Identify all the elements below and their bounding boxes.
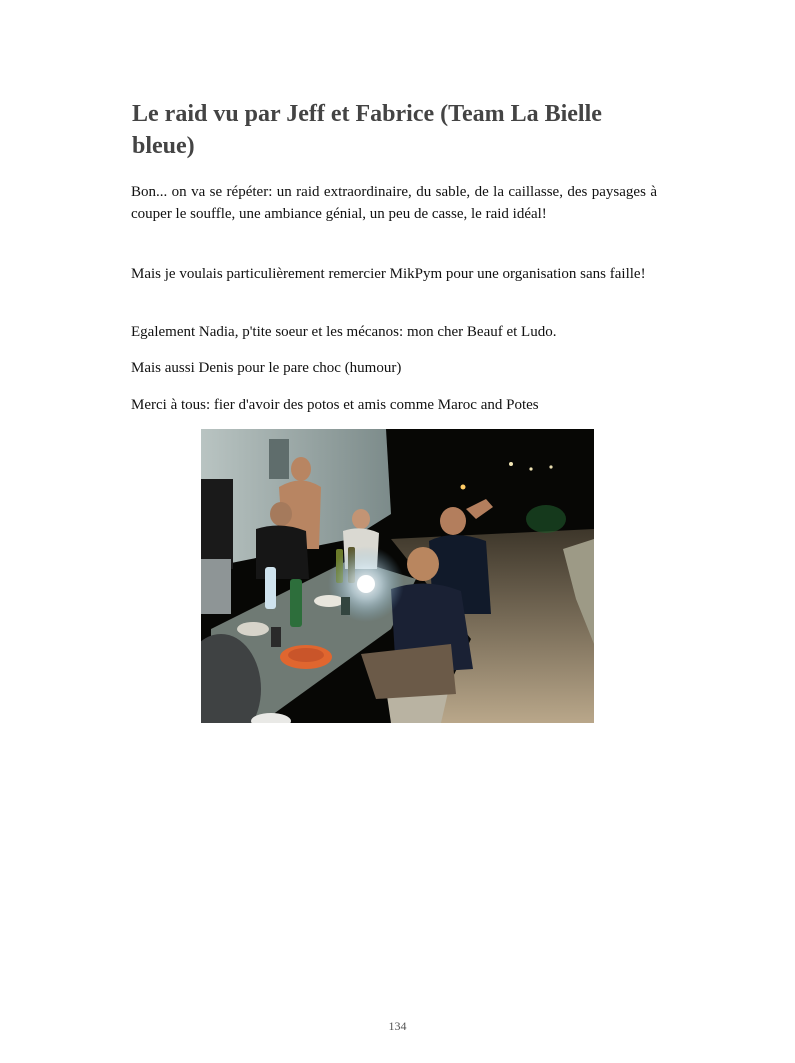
- page-number: 134: [388, 1019, 407, 1033]
- group-dinner-photo: [201, 429, 594, 723]
- paragraph-intro: Bon... on va se répéter: un raid extraordinaire, du sable, de la caillasse, des paysages à couper le souffle, une ambiance génial, un peu de casse, le raid idéal!: [131, 184, 657, 222]
- paragraph-thanks-organisation: Mais je voulais particulièrement remercier MikPym pour une organisation sans faille!: [131, 266, 646, 282]
- paragraph-thanks-mechanics: Egalement Nadia, p'tite soeur et les mécanos: mon cher Beauf et Ludo.: [131, 324, 557, 340]
- page-title: Le raid vu par Jeff et Fabrice (Team La Bielle bleue): [132, 101, 602, 159]
- paragraph-thanks-denis: Mais aussi Denis pour le pare choc (humour): [131, 360, 402, 376]
- paragraph-thanks-all: Merci à tous: fier d'avoir des potos et amis comme Maroc and Potes: [131, 397, 539, 413]
